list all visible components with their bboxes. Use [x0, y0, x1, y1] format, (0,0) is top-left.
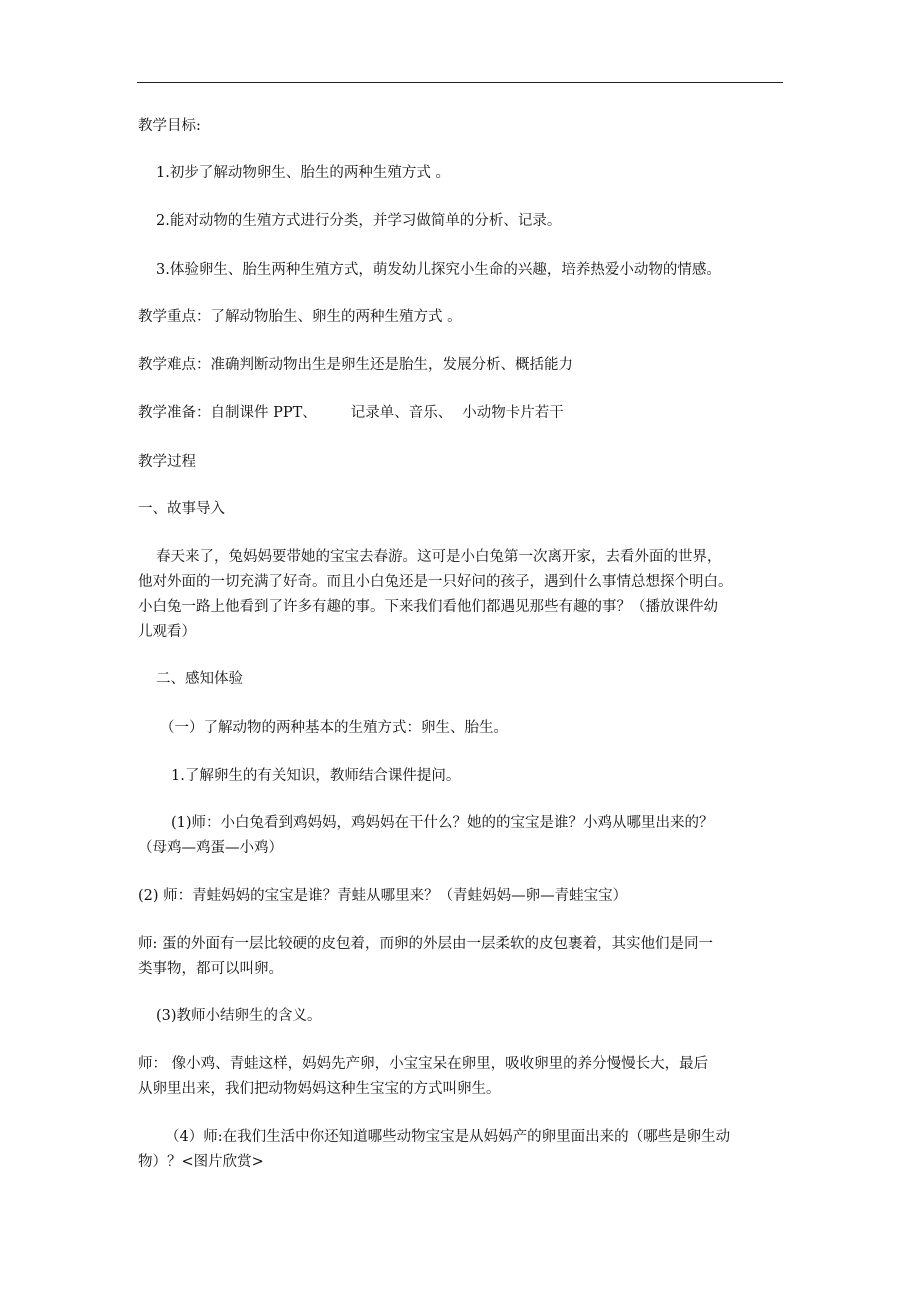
- objective-2: 2.能对动物的生殖方式进行分类，并学习做简单的分析、记录。: [156, 213, 562, 229]
- story-line: 春天来了，兔妈妈要带她的宝宝去春游。这可是小白兔第一次离开家，去看外面的世界，: [156, 549, 722, 565]
- egg-explanation-line: 师: 蛋的外面有一层比较硬的皮包着，而卵的外层由一层柔软的皮包裹着，其实他们是同一: [138, 936, 713, 952]
- key-point: 教学重点：了解动物胎生、卵生的两种生殖方式 。: [138, 309, 462, 325]
- subsection-1: （一）了解动物的两种基本的生殖方式：卵生、胎生。: [160, 720, 508, 736]
- story-line: 小白兔一路上他看到了许多有趣的事。下来我们看他们都遇见那些有趣的事？（播放课件幼: [138, 599, 718, 615]
- summary-line: 师： 像小鸡、青蛙这样，妈妈先产卵，小宝宝呆在卵里，吸收卵里的养分慢慢长大，最后: [138, 1056, 709, 1072]
- process-heading: 教学过程: [138, 454, 196, 470]
- question-3: (3)教师小结卵生的含义。: [156, 1008, 322, 1024]
- summary-line: 从卵里出来，我们把动物妈妈这种生宝宝的方式叫卵生。: [138, 1081, 501, 1097]
- question-4-line: （4）师:在我们生活中你还知道哪些动物宝宝是从妈妈产的卵里面出来的（哪些是卵生动: [165, 1129, 731, 1145]
- question-1-line: （母鸡—鸡蛋—小鸡）: [138, 840, 283, 856]
- prep-items-1: 记录单、音乐、: [350, 405, 453, 421]
- question-2: (2) 师：青蛙妈妈的宝宝是谁？青蛙从哪里来？（青蛙妈妈—卵—青蛙宝宝）: [138, 888, 628, 904]
- story-line: 儿观看）: [138, 624, 196, 640]
- prep-items-2: 小动物卡片若干: [462, 405, 564, 421]
- question-4-line: 物）？<图片欣赏>: [138, 1154, 264, 1170]
- section-2-title: 二、感知体验: [156, 671, 243, 687]
- teaching-prep: [138, 401, 564, 425]
- question-1-line: (1)师：小白兔看到鸡妈妈，鸡妈妈在干什么？她的的宝宝是谁？小鸡从哪里出来的？: [171, 815, 714, 831]
- prep-label: 教学准备：自制课件 PPT、: [138, 405, 317, 421]
- objective-1: 1.初步了解动物卵生、胎生的两种生殖方式 。: [156, 165, 450, 181]
- egg-explanation-line: 类事物，都可以叫卵。: [138, 961, 283, 977]
- objective-3: 3.体验卵生、胎生两种生殖方式，萌发幼儿探究小生命的兴趣，培养热爱小动物的情感。: [156, 262, 721, 278]
- section-1-title: 一、故事导入: [138, 501, 225, 517]
- story-line: 他对外面的一切充满了好奇。而且小白兔还是一只好问的孩子，遇到什么事情总想探个明白。: [138, 574, 733, 590]
- item-1: 1.了解卵生的有关知识，教师结合课件提问。: [171, 768, 461, 784]
- header-rule: [137, 82, 783, 83]
- objectives-heading: 教学目标:: [138, 118, 201, 134]
- difficulty: 教学难点：准确判断动物出生是卵生还是胎生，发展分析、概括能力: [138, 357, 573, 373]
